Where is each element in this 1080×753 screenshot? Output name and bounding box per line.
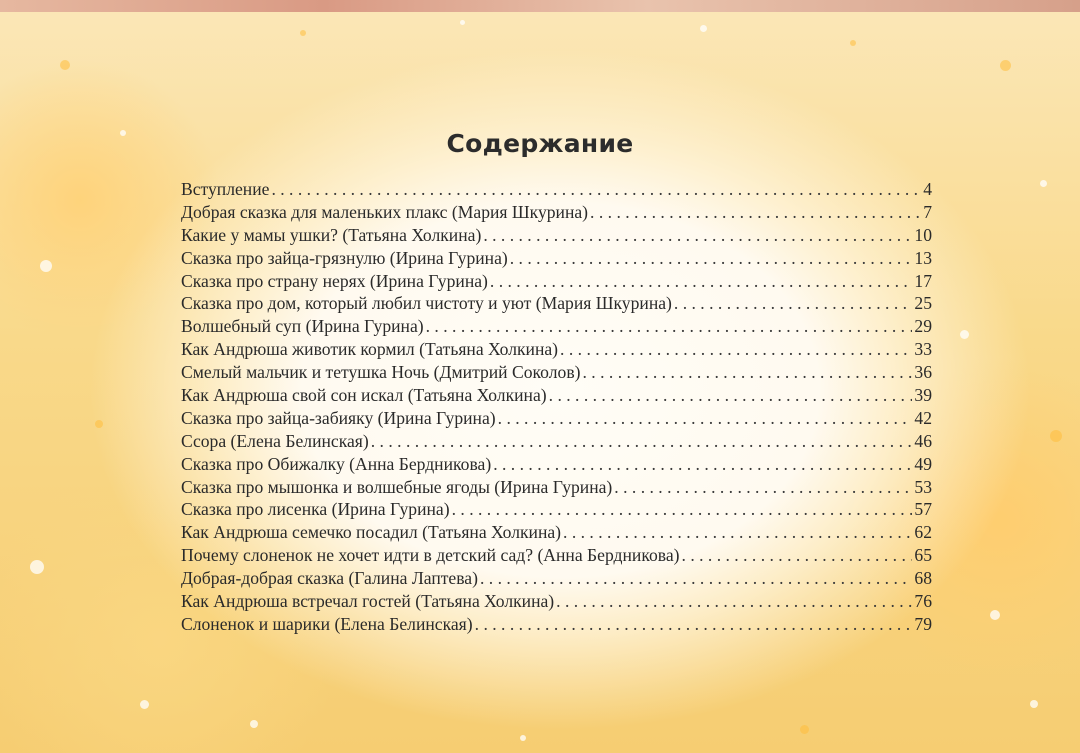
table-of-contents xyxy=(181,179,932,637)
toc-entry xyxy=(181,385,932,408)
toc-entry xyxy=(181,568,932,591)
toc-entry-title: Сказка про лисенка (Ирина Гурина) xyxy=(181,499,450,520)
toc-entry xyxy=(181,522,932,545)
toc-entry xyxy=(181,408,932,431)
toc-entry-page: 36 xyxy=(914,362,932,383)
toc-entry-title: Сказка про мышонка и волшебные ягоды (Ирина Гурина) xyxy=(181,476,613,497)
toc-entry-title: Сказка про Обижалку (Анна Бердникова) xyxy=(181,453,492,474)
toc-entry-title: Вступление xyxy=(181,179,270,199)
toc-entry-page: 13 xyxy=(914,247,932,268)
toc-entry-page: 79 xyxy=(914,613,932,634)
toc-dot-leader xyxy=(549,385,913,406)
toc-entry-page: 10 xyxy=(914,224,932,245)
toc-dot-leader xyxy=(490,271,913,292)
toc-dot-leader xyxy=(510,248,913,269)
toc-entry-title: Добрая сказка для маленьких плакс (Мария Шкурина) xyxy=(181,201,589,222)
toc-entry-page: 76 xyxy=(914,591,932,612)
toc-entry-page: 39 xyxy=(914,385,932,406)
sparkle-dot xyxy=(520,735,526,741)
toc-dot-leader xyxy=(563,522,912,543)
toc-entry-page: 42 xyxy=(914,407,932,428)
toc-entry-title: Слоненок и шарики (Елена Белинская) xyxy=(181,613,473,634)
sparkle-dot xyxy=(850,40,856,46)
toc-entry xyxy=(181,316,932,339)
toc-entry-title: Смелый мальчик и тетушка Ночь (Дмитрий Соколов) xyxy=(181,362,581,383)
toc-entry xyxy=(181,499,932,522)
toc-entry xyxy=(181,591,932,614)
toc-entry-title: Как Андрюша животик кормил (Татьяна Холкина) xyxy=(181,339,559,360)
toc-entry xyxy=(181,477,932,500)
sparkle-dot xyxy=(250,720,258,728)
toc-dot-leader xyxy=(493,454,912,475)
toc-entry-title: Как Андрюша семечко посадил (Татьяна Холкина) xyxy=(181,522,562,543)
toc-entry xyxy=(181,179,932,202)
toc-dot-leader xyxy=(371,431,913,452)
toc-entry-page: 62 xyxy=(914,522,932,543)
toc-entry xyxy=(181,339,932,362)
toc-entry-title: Сказка про страну нерях (Ирина Гурина) xyxy=(181,270,488,291)
toc-dot-leader xyxy=(590,202,921,223)
toc-dot-leader xyxy=(475,614,913,635)
sparkle-dot xyxy=(960,330,969,339)
sparkle-dot xyxy=(990,610,1000,620)
toc-dot-leader xyxy=(674,293,913,314)
toc-entry-title: Почему слоненок не хочет идти в детский сад? (Анна Бердникова) xyxy=(181,545,680,566)
toc-entry-page: 17 xyxy=(914,270,932,291)
toc-entry xyxy=(181,271,932,294)
toc-entry-title: Ссора (Елена Белинская) xyxy=(181,430,369,451)
toc-entry xyxy=(181,202,932,225)
toc-entry-title: Волшебный суп (Ирина Гурина) xyxy=(181,316,424,337)
sparkle-dot xyxy=(1040,180,1047,187)
toc-entry-page: 7 xyxy=(923,201,932,222)
toc-entry-page: 33 xyxy=(914,339,932,360)
toc-dot-leader xyxy=(614,477,912,498)
toc-entry-title: Как Андрюша свой сон искал (Татьяна Холкина) xyxy=(181,385,547,406)
toc-entry xyxy=(181,614,932,637)
toc-entry-title: Сказка про зайца-грязнулю (Ирина Гурина) xyxy=(181,247,508,268)
toc-dot-leader xyxy=(480,568,912,589)
toc-entry xyxy=(181,454,932,477)
toc-entry-page: 68 xyxy=(914,568,932,589)
toc-entry-title: Добрая-добрая сказка (Галина Лаптева) xyxy=(181,568,478,589)
sparkle-dot xyxy=(140,700,149,709)
page-title: Содержание xyxy=(446,128,634,158)
sparkle-dot xyxy=(30,560,44,574)
toc-entry-page: 65 xyxy=(914,545,932,566)
toc-dot-leader xyxy=(271,179,921,200)
toc-entry-page: 49 xyxy=(914,453,932,474)
toc-dot-leader xyxy=(426,316,913,337)
toc-dot-leader xyxy=(682,545,913,566)
toc-entry-title: Какие у мамы ушки? (Татьяна Холкина) xyxy=(181,224,482,245)
toc-entry xyxy=(181,225,932,248)
toc-entry xyxy=(181,362,932,385)
toc-dot-leader xyxy=(498,408,913,429)
sparkle-dot xyxy=(60,60,70,70)
toc-dot-leader xyxy=(452,499,913,520)
toc-entry-page: 57 xyxy=(914,499,932,520)
sparkle-dot xyxy=(40,260,52,272)
sparkle-dot xyxy=(800,725,809,734)
toc-dot-leader xyxy=(583,362,913,383)
top-edge-strip xyxy=(0,0,1080,12)
sparkle-dot xyxy=(1000,60,1011,71)
sparkle-dot xyxy=(1030,700,1038,708)
toc-entry xyxy=(181,293,932,316)
toc-dot-leader xyxy=(556,591,912,612)
toc-entry xyxy=(181,431,932,454)
toc-entry-title: Сказка про зайца-забияку (Ирина Гурина) xyxy=(181,407,496,428)
toc-entry xyxy=(181,248,932,271)
toc-dot-leader xyxy=(560,339,912,360)
toc-entry-page: 29 xyxy=(914,316,932,337)
sparkle-dot xyxy=(460,20,465,25)
toc-entry-page: 53 xyxy=(914,476,932,497)
sparkle-dot xyxy=(1050,430,1062,442)
toc-entry xyxy=(181,545,932,568)
toc-entry-page: 25 xyxy=(914,293,932,314)
sparkle-dot xyxy=(95,420,103,428)
toc-entry-title: Как Андрюша встречал гостей (Татьяна Холкина) xyxy=(181,591,555,612)
sparkle-dot xyxy=(700,25,707,32)
toc-dot-leader xyxy=(483,225,912,246)
sparkle-dot xyxy=(300,30,306,36)
toc-entry-page: 4 xyxy=(923,179,932,199)
toc-entry-title: Сказка про дом, который любил чистоту и уют (Мария Шкурина) xyxy=(181,293,672,314)
toc-entry-page: 46 xyxy=(914,430,932,451)
